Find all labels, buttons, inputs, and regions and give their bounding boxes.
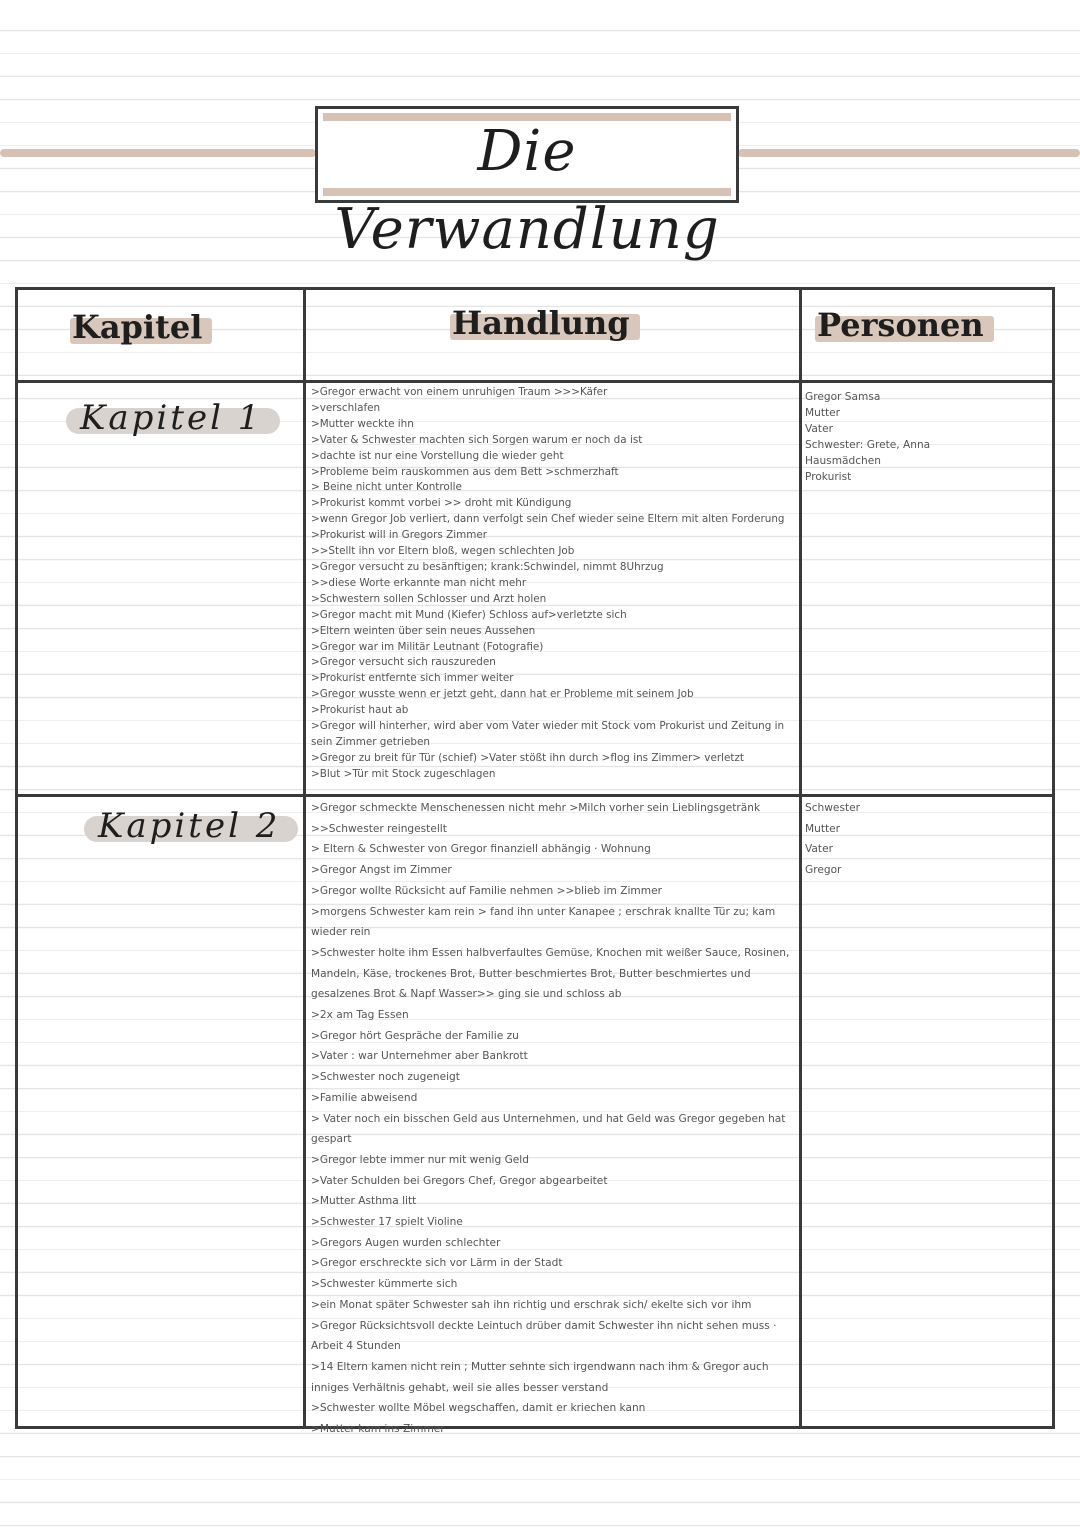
list-item: > Beine nicht unter Kontrolle [311, 481, 462, 494]
header-kapitel [68, 308, 206, 398]
list-item: Vater [805, 422, 833, 435]
title-box [315, 106, 739, 262]
header-handlung [448, 304, 634, 394]
list-item: >Vater & Schwester machten sich Sorgen warum er noch da ist [311, 433, 643, 446]
list-item: >morgens Schwester kam rein > fand ihn unter Kanapee ; erschrak knallte Tür zu; kam wieder rein [311, 905, 779, 939]
list-item: >Gregor zu breit für Tür (schief) >Vater stößt ihn durch >flog ins Zimmer> verletzt [311, 751, 744, 764]
list-item: >Gregor Angst im Zimmer [311, 864, 452, 877]
list-item: >Familie abweisend [311, 1091, 418, 1104]
list-item: >Prokurist entfernte sich immer weiter [311, 672, 514, 685]
list-item: >Blut >Tür mit Stock zugeschlagen [311, 767, 496, 780]
header-kapitel-label: Kapitel [68, 308, 206, 346]
list-item: >>diese Worte erkannte man nicht mehr [311, 576, 527, 589]
list-item: >Gregor Rücksichtsvoll deckte Leintuch drüber damit Schwester ihn nicht sehen muss · Arbeit 4 Stunden [311, 1319, 780, 1353]
list-item: >Gregor erschreckte sich vor Lärm in der Stadt [311, 1257, 563, 1270]
list-item: >Gregor versucht sich rauszureden [311, 656, 496, 669]
list-item: Gregor Samsa [805, 391, 881, 403]
list-item: >Gregor macht mit Mund (Kiefer) Schloss auf>verletzte sich [311, 608, 627, 621]
list-item: >Vater Schulden bei Gregors Chef, Gregor abgearbeitet [311, 1174, 608, 1187]
list-item: >2x am Tag Essen [311, 1009, 409, 1022]
list-item: >Mutter weckte ihn [311, 417, 414, 430]
list-item: >Gregor hört Gespräche der Familie zu [311, 1029, 519, 1042]
list-item: >Gregors Augen wurden schlechter [311, 1236, 501, 1249]
list-item: >wenn Gregor Job verliert, dann verfolgt sein Chef wieder seine Eltern mit alten Forderung [311, 513, 785, 526]
list-item: Schwester: Grete, Anna [805, 438, 931, 451]
list-item: >Schwester kümmerte sich [311, 1278, 458, 1291]
header-personen [813, 306, 988, 396]
list-item: >Prokurist will in Gregors Zimmer [311, 529, 488, 542]
list-item: >dachte ist nur eine Vorstellung die wieder geht [311, 449, 564, 462]
header-personen-label: Personen [813, 306, 988, 344]
list-item: >verschlafen [311, 401, 381, 414]
title-decoration-right [738, 149, 1080, 157]
chapter-1-personen [805, 390, 1045, 485]
list-item: >Prokurist kommt vorbei >> droht mit Kündigung [311, 497, 572, 510]
list-item: >Gregor erwacht von einem unruhigen Traum >>>Käfer [311, 386, 608, 398]
list-item: >14 Eltern kamen nicht rein ; Mutter sehnte sich irgendwann nach ihm & Gregor auch inniges Verhältnis gehabt, weil sie alles besser verstand [311, 1360, 772, 1394]
list-item: Gregor [805, 864, 842, 877]
chapter-2-handlung [311, 798, 791, 1440]
row-divider [18, 794, 1052, 797]
list-item: >>Schwester reingestellt [311, 822, 447, 835]
chapter-2-personen [805, 798, 1045, 881]
list-item: Schwester [805, 802, 860, 814]
list-item: >Gregor will hinterher, wird aber vom Vater wieder mit Stock vom Prokurist und Zeitung in sein Zimmer getrieben [311, 720, 788, 748]
chapter-1-label: Kapitel 1 [70, 398, 272, 438]
column-divider [303, 290, 306, 1426]
chapter-table [15, 287, 1055, 1436]
list-item: > Eltern & Schwester von Gregor finanziell abhängig · Wohnung [311, 843, 651, 856]
list-item: Prokurist [805, 470, 852, 483]
list-item: >Schwester wollte Möbel wegschaffen, damit er kriechen kann [311, 1402, 646, 1415]
list-item: >Schwester noch zugeneigt [311, 1071, 460, 1084]
list-item: >Mutter Asthma litt [311, 1195, 417, 1208]
list-item: > Vater noch ein bisschen Geld aus Unternehmen, und hat Geld was Gregor gegeben hat gespart [311, 1112, 789, 1146]
chapter-1-handlung [311, 385, 791, 783]
list-item: Hausmädchen [805, 454, 881, 467]
list-item: >Gregor versucht zu besänftigen; krank:Schwindel, nimmt 8Uhrzug [311, 560, 664, 573]
list-item: >>Stellt ihn vor Eltern bloß, wegen schlechten Job [311, 545, 575, 558]
header-handlung-label: Handlung [448, 304, 634, 342]
list-item: >Gregor lebte immer nur mit wenig Geld [311, 1153, 529, 1166]
list-item: Mutter [805, 822, 841, 835]
title-decoration-left [0, 149, 316, 157]
list-item: Mutter [805, 406, 841, 419]
list-item: >Probleme beim rauskommen aus dem Bett >schmerzhaft [311, 465, 619, 478]
list-item: >Gregor schmeckte Menschenessen nicht mehr >Milch vorher sein Lieblingsgetränk [311, 802, 761, 814]
list-item: >Schwester 17 spielt Violine [311, 1216, 463, 1229]
page-title: Die Verwandlung [334, 119, 720, 262]
list-item: >Gregor wusste wenn er jetzt geht, dann hat er Probleme mit seinem Job [311, 688, 694, 701]
chapter-2-label: Kapitel 2 [88, 806, 290, 846]
list-item: >Schwestern sollen Schlosser und Arzt holen [311, 592, 547, 605]
list-item: >Eltern weinten über sein neues Aussehen [311, 624, 536, 637]
list-item: >ein Monat später Schwester sah ihn richtig und erschrak sich/ ekelte sich vor ihm [311, 1298, 752, 1311]
list-item: >Prokurist haut ab [311, 704, 409, 717]
list-item: >Gregor wollte Rücksicht auf Familie nehmen >>blieb im Zimmer [311, 884, 662, 897]
column-divider [799, 290, 802, 1426]
list-item: >Schwester holte ihm Essen halbverfaultes Gemüse, Knochen mit weißer Sauce, Rosinen, Mandeln, Käse, trockenes Brot, Butter beschmiertes Brot, Butter beschmiertes und gesalzenes Brot & Napf Wasser>> ging sie und schloss ab [311, 946, 793, 1001]
list-item: >Mutter kam ins Zimmer [311, 1423, 445, 1436]
list-item: >Gregor war im Militär Leutnant (Fotografie) [311, 640, 544, 653]
list-item: >Vater : war Unternehmer aber Bankrott [311, 1050, 528, 1063]
list-item: Vater [805, 843, 833, 856]
